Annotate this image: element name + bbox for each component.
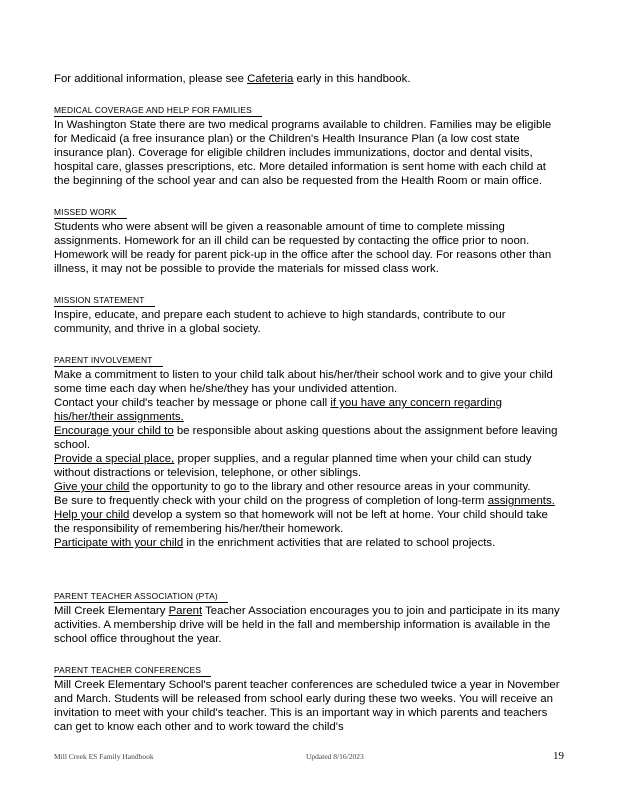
body-medical: In Washington State there are two medical programs available to children. Families may be eligible for Medicaid (a free insurance plan) or the Children's Health Insurance Plan (a low cost state insurance plan). Coverage for eligible children includes immunizations, doctor and dental visits, hospital care, glasses prescriptions, etc. More detailed information is sent home with each child at the beginning of the school year and can also be requested from the Health Room or main office. [54, 119, 552, 187]
involvement-item: Contact your child's teacher by message or phone call if you have any concern regarding his/her/their assignments. [54, 397, 502, 423]
involvement-item: Encourage your child to be responsible about asking questions about the assignment before leaving school. [54, 425, 558, 451]
handbook-page [54, 72, 564, 748]
spacer [54, 564, 564, 586]
heading-parent-involvement: PARENT INVOLVEMENT [54, 355, 163, 367]
heading-medical: MEDICAL COVERAGE AND HELP FOR FAMILIES [54, 105, 262, 117]
cafeteria-link[interactable]: Cafeteria [247, 73, 294, 85]
heading-mission: MISSION STATEMENT [54, 295, 155, 307]
involvement-item: Participate with your child in the enrichment activities that are related to school projects. [54, 537, 496, 549]
section-pta [54, 586, 564, 646]
footer-title: Mill Creek ES Family Handbook [54, 752, 154, 761]
involvement-item: Help your child develop a system so that homework will not be left at home. Your child should take the responsibility of remembering his/her/their homework. [54, 509, 548, 535]
section-conferences [54, 660, 564, 734]
section-parent-involvement [54, 350, 564, 550]
intro-text-after: early in this handbook. [293, 73, 411, 85]
involvement-item: Be sure to frequently check with your child on the progress of completion of long-term assignments. [54, 495, 555, 507]
body-missed-work: Students who were absent will be given a reasonable amount of time to complete missing assignments. Homework for an ill child can be requested by contacting the office prior to noon. Homework will be ready for parent pick-up in the office after the school day. For reasons other than illness, it may not be possible to provide the materials for missed class work. [54, 221, 552, 275]
body-pta: Mill Creek Elementary Parent Teacher Association encourages you to join and participate in its many activities. A membership drive will be held in the fall and membership information is available in the school office throughout the year. [54, 605, 560, 645]
involvement-item: Make a commitment to listen to your child talk about his/her/their school work and to give your child some time each day when he/she/they has your undivided attention. [54, 369, 553, 395]
involvement-item: Provide a special place, proper supplies, and a regular planned time when your child can study without distractions or television, telephone, or other siblings. [54, 453, 532, 479]
heading-missed-work: MISSED WORK [54, 207, 127, 219]
body-mission: Inspire, educate, and prepare each student to achieve to high standards, contribute to our community, and thrive in a global society. [54, 309, 506, 335]
section-mission [54, 290, 564, 336]
heading-pta: PARENT TEACHER ASSOCIATION (PTA) [54, 591, 228, 603]
page-footer [54, 751, 564, 765]
section-missed-work [54, 202, 564, 276]
intro-text-before: For additional information, please see [54, 73, 248, 85]
body-conferences: Mill Creek Elementary School's parent teacher conferences are scheduled twice a year in November and March. Students will be released from school early during these two weeks. You will receive an invitation to meet with your child's teacher. This is an important way in which parents and teachers can get to know each other and to work toward the child's [54, 679, 560, 733]
intro-paragraph [54, 72, 564, 86]
involvement-item: Give your child the opportunity to go to the library and other resource areas in your community. [54, 481, 531, 493]
footer-updated: Updated 8/16/2023 [306, 752, 364, 761]
page-number: 19 [553, 750, 564, 762]
section-medical [54, 100, 564, 188]
heading-conferences: PARENT TEACHER CONFERENCES [54, 665, 211, 677]
